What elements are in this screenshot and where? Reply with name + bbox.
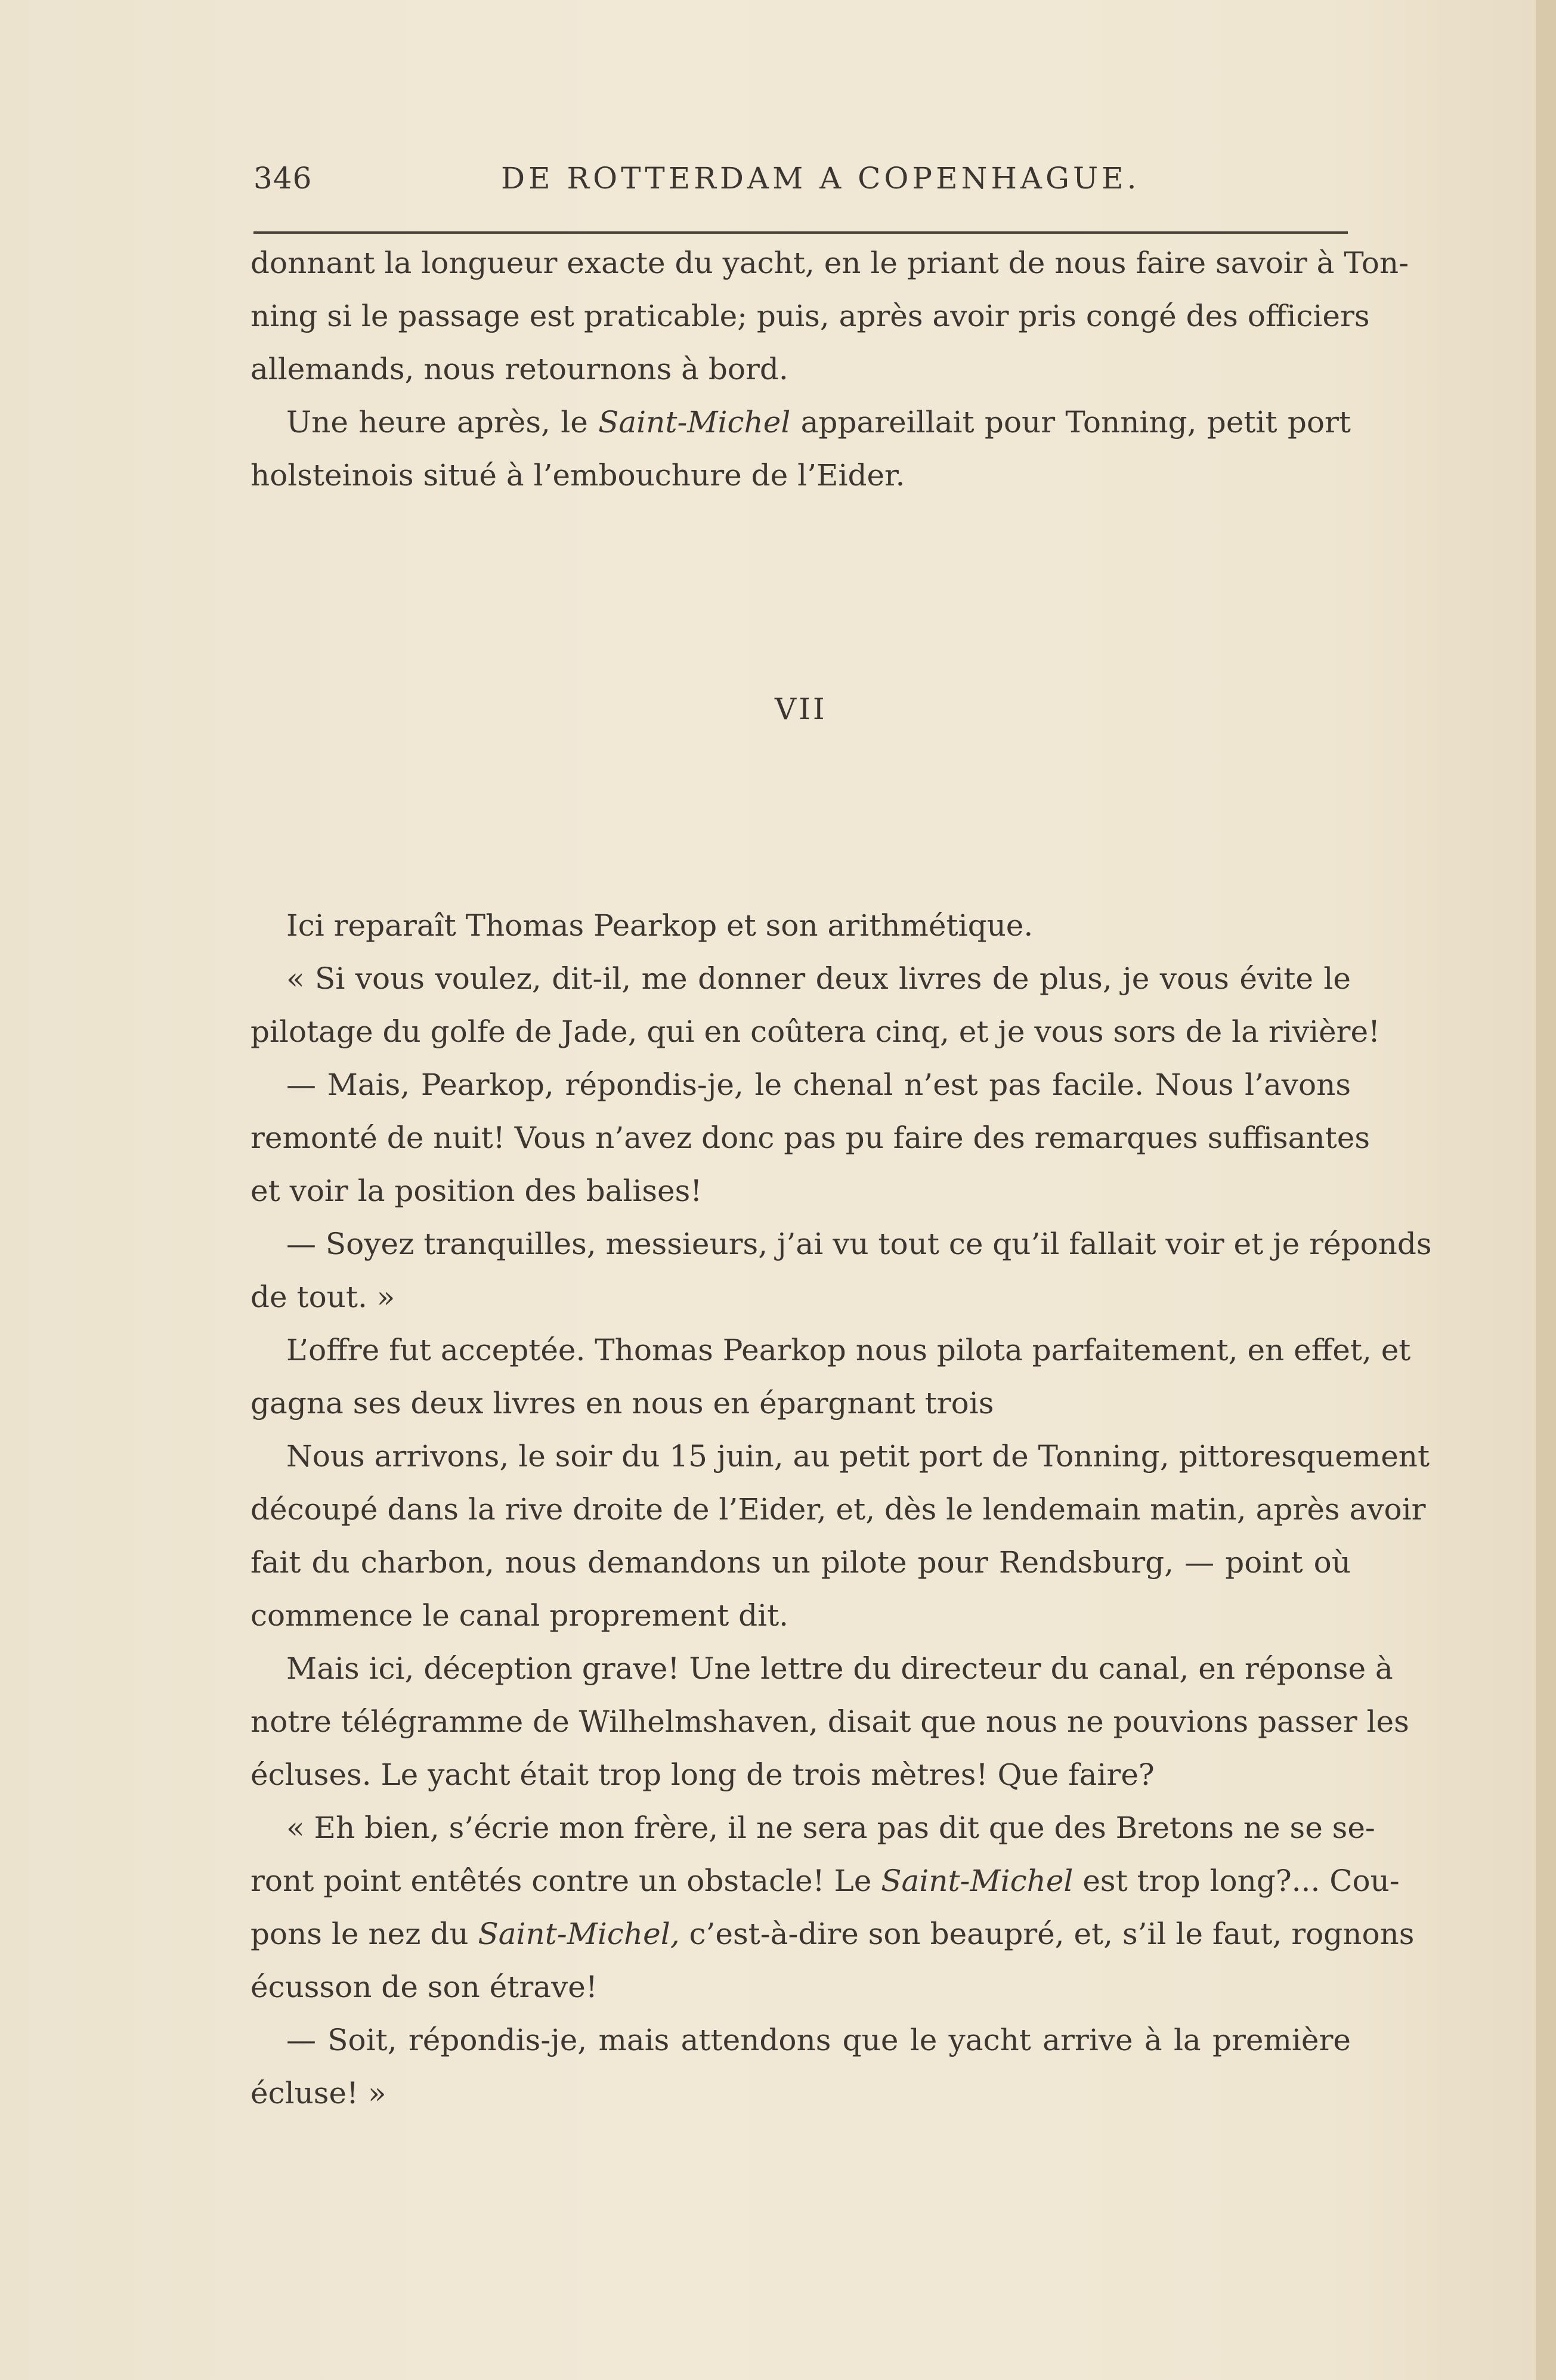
italic-text: Saint-Michel [881,1864,1074,1898]
text-run: écusson de son étrave! [250,1970,598,2004]
text-run: est trop long?... Cou- [1073,1864,1400,1898]
text-line [250,343,1351,396]
text-run: — Soyez tranquilles, messieurs, j’ai vu tout ce qu’il fallait voir et je réponds [286,1227,1432,1261]
text-line [250,1165,1351,1218]
text-line [250,1589,1351,1642]
text-line [250,899,1351,952]
text-run: allemands, nous retournons à bord. [250,352,788,386]
text-line [250,237,1409,290]
page-number: 346 [253,161,313,196]
text-line [250,2067,1351,2120]
paragraph-block-body [250,899,1432,2120]
text-run: écluses. Le yacht était trop long de trois mètres! Que faire? [250,1757,1155,1792]
text-line [250,1430,1430,1483]
text-line [250,1961,1351,2014]
text-run: « Si vous voulez, dit-il, me donner deux livres de plus, je vous évite le [286,961,1351,996]
text-line [250,1271,1351,1324]
text-line [250,1536,1351,1589]
header-rule [253,231,1348,234]
text-line [250,1324,1411,1377]
text-run: donnant la longueur exacte du yacht, en le priant de nous faire savoir à Ton- [250,246,1409,280]
page-edge [1536,0,1556,2380]
italic-text: Saint-Michel, [478,1917,680,1951]
text-run: fait du charbon, nous demandons un pilote pour Rendsburg, — point où [250,1545,1351,1580]
text-line [250,1802,1375,1855]
text-run: commence le canal proprement dit. [250,1598,789,1633]
text-line [250,1377,1351,1430]
text-line [250,290,1370,343]
text-run: découpé dans la rive droite de l’Eider, et, dès le lendemain matin, après avoir [250,1492,1426,1527]
text-line [250,1218,1432,1271]
text-run: L’offre fut acceptée. Thomas Pearkop nous pilota parfaitement, en effet, et [286,1333,1411,1367]
text-run: Ici reparaît Thomas Pearkop et son arithmétique. [286,908,1034,943]
text-line [250,1483,1426,1536]
text-line [250,2014,1351,2067]
text-line [250,1908,1415,1961]
text-line [250,449,1351,502]
text-line [250,1642,1393,1695]
text-line [250,1059,1351,1112]
text-run: pons le nez du [250,1917,478,1951]
text-run: « Eh bien, s’écrie mon frère, il ne sera pas dit que des Bretons ne se se- [286,1810,1375,1845]
text-run: gagna ses deux livres en nous en épargnant trois [250,1386,994,1420]
text-run: Mais ici, déception grave! Une lettre du directeur du canal, en réponse à [286,1651,1393,1686]
text-run: Une heure après, le [286,405,599,440]
chapter-heading: VII [775,692,827,726]
text-run: appareillait pour Tonning, petit port [790,405,1351,440]
text-line [250,1855,1400,1908]
running-head [253,161,1348,209]
text-run: c’est-à-dire son beaupré, et, s’il le faut, rognons [679,1917,1415,1951]
text-run: pilotage du golfe de Jade, qui en coûtera cinq, et je vous sors de la rivière! [250,1014,1381,1049]
text-line [250,952,1351,1005]
text-line [250,1005,1381,1059]
running-title: DE ROTTERDAM A COPENHAGUE. [501,161,1140,196]
text-run: Nous arrivons, le soir du 15 juin, au petit port de Tonning, pittoresquement [286,1439,1430,1474]
text-run: holsteinois situé à l’embouchure de l’Eider. [250,458,905,493]
text-run: ning si le passage est praticable; puis, après avoir pris congé des officiers [250,299,1370,333]
text-run: ront point entêtés contre un obstacle! Le [250,1864,881,1898]
text-run: notre télégramme de Wilhelmshaven, disait que nous ne pouvions passer les [250,1704,1409,1739]
text-run: écluse! » [250,2076,386,2110]
text-line [250,1112,1370,1165]
text-run: et voir la position des balises! [250,1174,703,1208]
text-run: de tout. » [250,1280,395,1314]
text-line [250,1695,1409,1748]
text-run: — Soit, répondis-je, mais attendons que le yacht arrive à la première [286,2023,1351,2057]
text-run: — Mais, Pearkop, répondis-je, le chenal n’est pas facile. Nous l’avons [286,1067,1351,1102]
text-line [250,396,1351,449]
text-run: remonté de nuit! Vous n’avez donc pas pu faire des remarques suffisantes [250,1121,1370,1155]
text-line [250,1748,1351,1802]
italic-text: Saint-Michel [598,405,791,440]
paragraph-block-top [250,237,1409,502]
